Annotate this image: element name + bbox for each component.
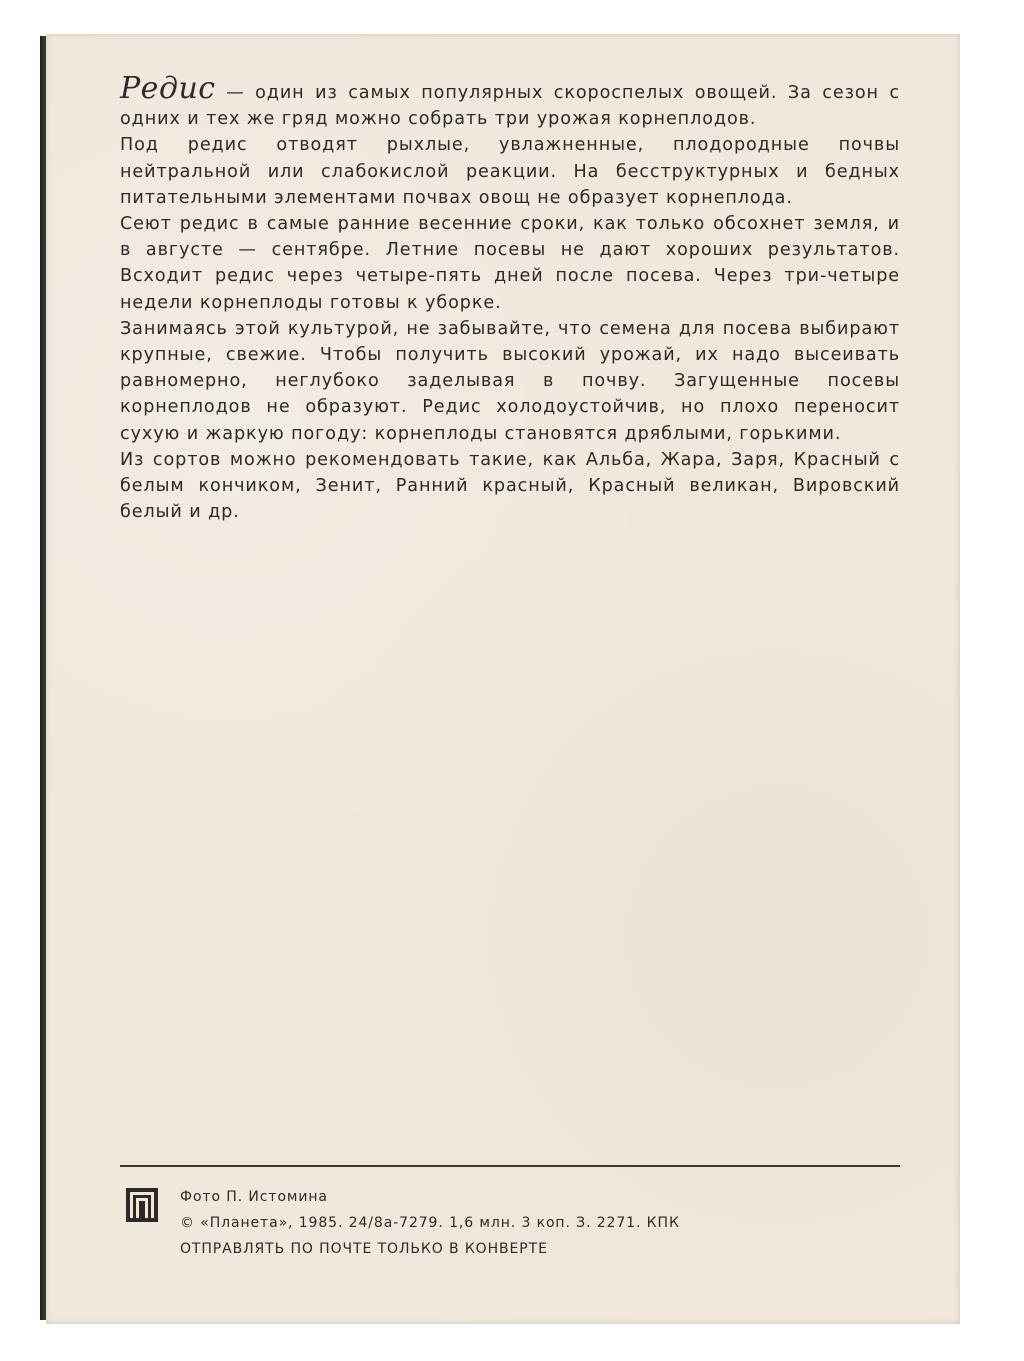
paragraph-care: Занимаясь этой культурой, не забывайте, что семена для посева выбирают крупные, свежие. Чтобы получить высокий урожай, их надо высеивать равномерно, неглубоко заделывая в почву. Загущенные посевы корнеплодов не образуют. Редис холодоустойчив, но плохо переносит сухую и жаркую погоду: корнеплоды становятся дряблыми, горькими.: [120, 318, 900, 444]
mail-notice: ОТПРАВЛЯТЬ ПО ПОЧТЕ ТОЛЬКО В КОНВЕРТЕ: [180, 1241, 548, 1257]
paragraph-soil: Под редис отводят рыхлые, увлажненные, плодородные почвы нейтральной или слабокислой реакции. На бесструктурных и бедных питательными элементами почвах овощ не образует корнеплода.: [120, 135, 900, 208]
photo-credit: Фото П. Истомина: [180, 1189, 328, 1205]
imprint-block: [180, 1184, 680, 1262]
article-title: Редис: [120, 71, 216, 106]
article-text: [120, 71, 900, 525]
postcard-back: [46, 34, 960, 1324]
lead-text: — один из самых популярных скороспелых овощей. За сезон с одних и тех же гряд можно собрать три урожая корнеплодов.: [120, 83, 900, 130]
publisher-imprint: © «Планета», 1985. 24/8а-7279. 1,6 млн. 3 коп. З. 2271. КПК: [180, 1215, 680, 1231]
publisher-logo-icon: [126, 1188, 158, 1222]
lead-paragraph: [120, 71, 900, 132]
footer-divider: [120, 1165, 900, 1167]
paragraph-sowing: Сеют редис в самые ранние весенние сроки, как только обсохнет земля, и в августе — сентябре. Летние посевы не дают хороших результатов. Всходит редис через четыре-пять дней после посева. Через три-четыре недели корнеплоды готовы к уборке.: [120, 214, 900, 313]
paragraph-varieties: Из сортов можно рекомендовать такие, как Альба, Жара, Заря, Красный с белым кончиком, Зенит, Ранний красный, Красный великан, Вировский белый и др.: [120, 449, 900, 523]
